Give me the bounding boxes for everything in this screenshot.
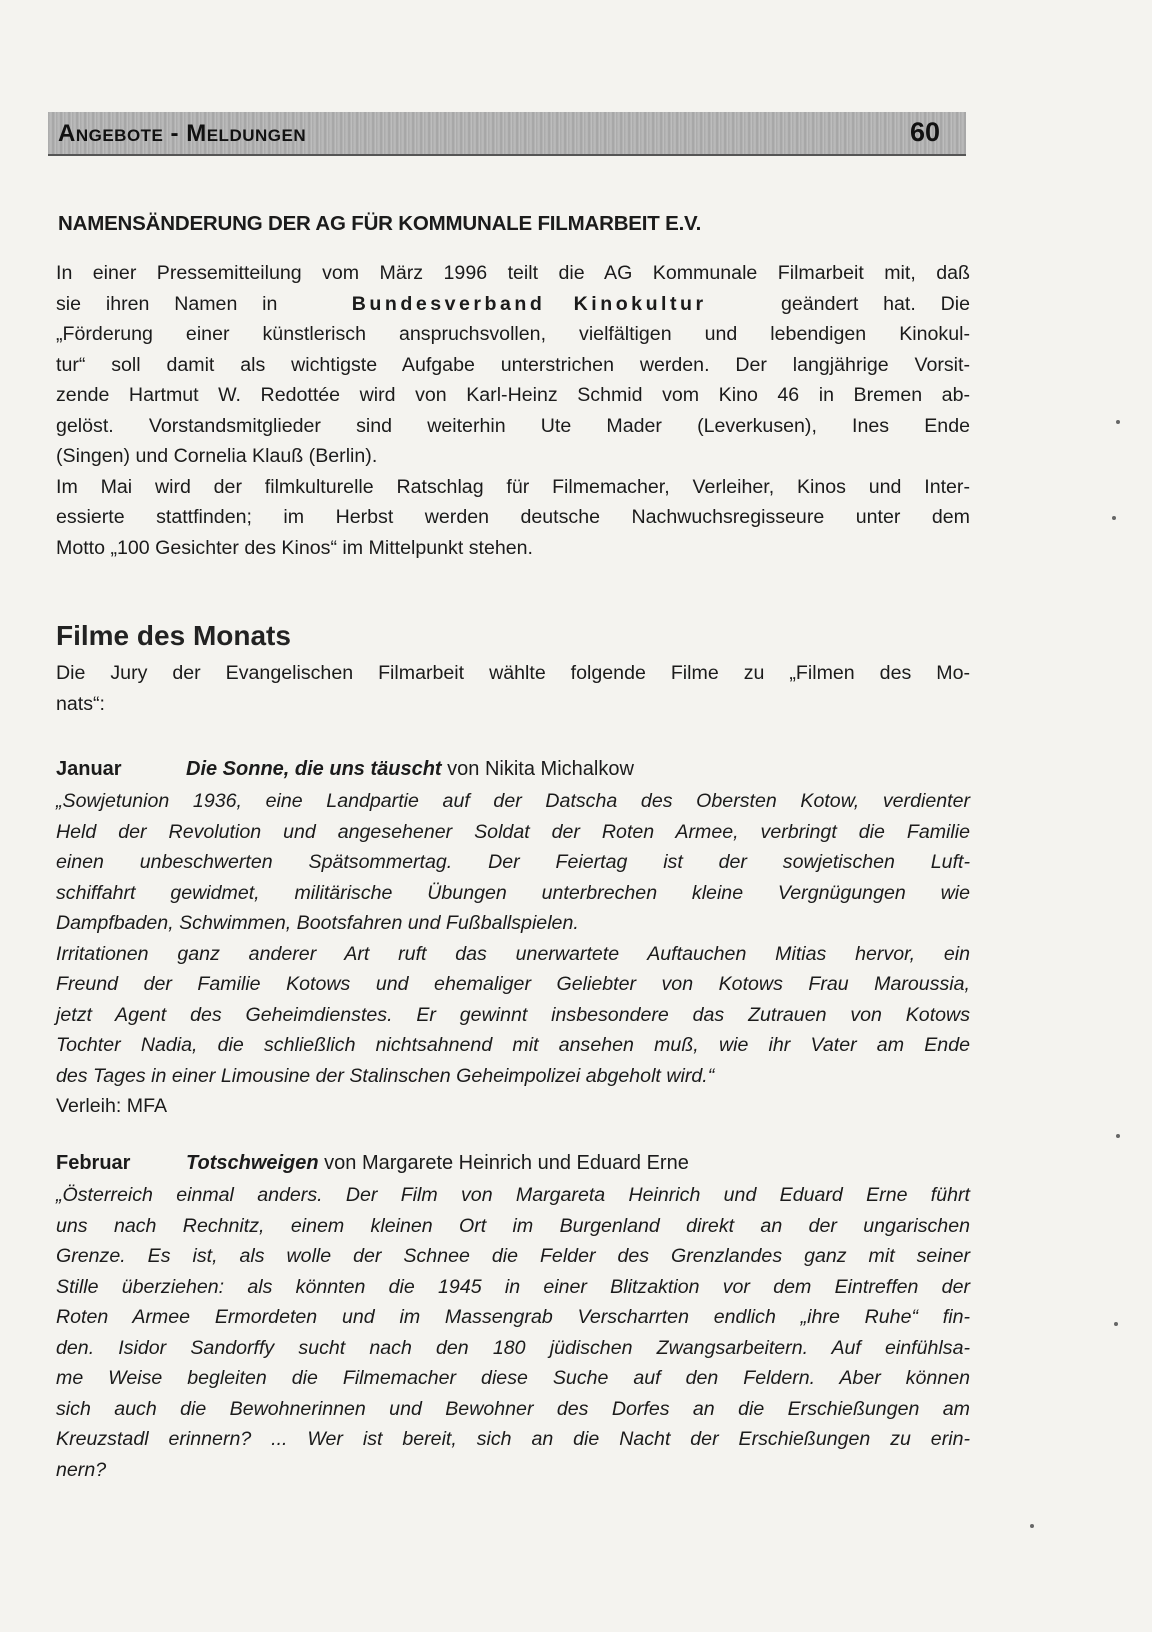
film-quote	[56, 1180, 970, 1485]
film-title: Totschweigen	[186, 1152, 319, 1174]
quote-line: Stille überziehen: als könnten die 1945 in einer Blitzaktion vor dem Eintreffen der	[56, 1275, 970, 1298]
quote-line: nern?	[56, 1458, 107, 1481]
film-entry-header	[56, 758, 634, 781]
film-director: von Margarete Heinrich und Eduard Erne	[324, 1152, 689, 1174]
article-line	[56, 289, 970, 320]
article-line: (Singen) und Cornelia Klauß (Berlin).	[56, 445, 378, 467]
film-title: Die Sonne, die uns täuscht	[186, 758, 442, 780]
film-month: Februar	[56, 1152, 131, 1174]
quote-line: den. Isidor Sandorffy sucht nach den 180 jüdischen Zwangsarbeitern. Auf einfühlsa-	[56, 1336, 970, 1359]
film-month: Januar	[56, 758, 122, 780]
section-header-band	[48, 112, 966, 156]
intro-line: Die Jury der Evangelischen Filmarbeit wählte folgende Filme zu „Filmen des Mo-	[56, 662, 970, 684]
quote-line: Kreuzstadl erinnern? ... Wer ist bereit, sich an die Nacht der Erschießungen zu erin-	[56, 1428, 970, 1450]
page-number: 60	[909, 117, 940, 147]
quote-line: Freund der Familie Kotows und ehemaliger Geliebter von Kotows Frau Maroussia,	[56, 973, 970, 995]
quote-line: uns nach Rechnitz, einem kleinen Ort im Burgenland direkt an der ungarischen	[56, 1214, 970, 1237]
quote-line: jetzt Agent des Geheimdienstes. Er gewinnt insbesondere das Zutrauen von Kotows	[56, 1003, 970, 1026]
film-director: von Nikita Michalkow	[447, 758, 634, 780]
quote-line: me Weise begleiten die Filmemacher diese Suche auf den Feldern. Aber können	[56, 1367, 970, 1389]
scan-speck	[1114, 1322, 1118, 1326]
article-line: gelöst. Vorstandsmitglieder sind weiterhin Ute Mader (Leverkusen), Ines Ende	[56, 414, 970, 437]
article-line: zende Hartmut W. Redottée wird von Karl-Heinz Schmid vom Kino 46 in Bremen ab-	[56, 384, 970, 406]
quote-line: einen unbeschwerten Spätsommertag. Der Feiertag ist der sowjetischen Luft-	[56, 851, 970, 873]
distributor-line: Verleih: MFA	[56, 1095, 168, 1117]
article-line: „Förderung einer künstlerisch anspruchsvollen, vielfältigen und lebendigen Kinokul-	[56, 323, 970, 345]
films-heading: Filme des Monats	[56, 620, 291, 651]
scan-speck	[1116, 1134, 1120, 1138]
scan-speck	[1030, 1524, 1034, 1528]
film-entry-header	[56, 1152, 689, 1175]
quote-line: Dampfbaden, Schwimmen, Bootsfahren und Fußballspielen.	[56, 912, 579, 934]
article-line: In einer Pressemitteilung vom März 1996 teilt die AG Kommunale Filmarbeit mit, daß	[56, 262, 970, 284]
new-name: Bundesverband Kinokultur	[351, 292, 707, 315]
films-intro	[56, 658, 970, 719]
intro-line: nats“:	[56, 692, 106, 715]
article-line: Im Mai wird der filmkulturelle Ratschlag für Filmemacher, Verleiher, Kinos und Inter-	[56, 475, 970, 498]
film-quote	[56, 786, 970, 1091]
scan-speck	[1112, 516, 1116, 520]
article-line: Motto „100 Gesichter des Kinos“ im Mittelpunkt stehen.	[56, 536, 533, 559]
quote-line: des Tages in einer Limousine der Stalinschen Geheimpolizei abgeholt wird.“	[56, 1064, 715, 1087]
quote-line: Grenze. Es ist, als wolle der Schnee die Felder des Grenzlandes ganz mit seiner	[56, 1245, 970, 1267]
article-line: essierte stattfinden; im Herbst werden deutsche Nachwuchsregisseure unter dem	[56, 506, 970, 528]
quote-line: „Sowjetunion 1936, eine Landpartie auf der Datscha des Obersten Kotow, verdienter	[56, 790, 970, 812]
quote-line: schiffahrt gewidmet, militärische Übungen unterbrechen kleine Vergnügungen wie	[56, 881, 970, 904]
quote-line: Roten Armee Ermordeten und im Massengrab Verscharrten endlich „ihre Ruhe“ fin-	[56, 1306, 970, 1328]
article-body	[56, 258, 970, 563]
section-label: Angebote - Meldungen	[58, 120, 307, 147]
quote-line: sich auch die Bewohnerinnen und Bewohner des Dorfes an die Erschießungen am	[56, 1397, 970, 1420]
film-distributor	[56, 1091, 970, 1122]
article-title: NAMENSÄNDERUNG DER AG FÜR KOMMUNALE FILMARBEIT E.V.	[58, 212, 702, 235]
article-line: tur“ soll damit als wichtigste Aufgabe unterstrichen werden. Der langjährige Vorsit-	[56, 353, 970, 376]
article-line-prefix: sie ihren Namen in	[56, 292, 278, 315]
article-line-suffix: geändert hat. Die	[780, 292, 970, 315]
quote-line: Irritationen ganz anderer Art ruft das unerwartete Auftauchen Mitias hervor, ein	[56, 942, 970, 965]
quote-line: „Österreich einmal anders. Der Film von Margareta Heinrich und Eduard Erne führt	[56, 1184, 970, 1206]
scan-speck	[1116, 420, 1120, 424]
quote-line: Held der Revolution und angesehener Soldat der Roten Armee, verbringt die Familie	[56, 820, 970, 843]
quote-line: Tochter Nadia, die schließlich nichtsahnend mit ansehen muß, wie ihr Vater am Ende	[56, 1034, 970, 1056]
